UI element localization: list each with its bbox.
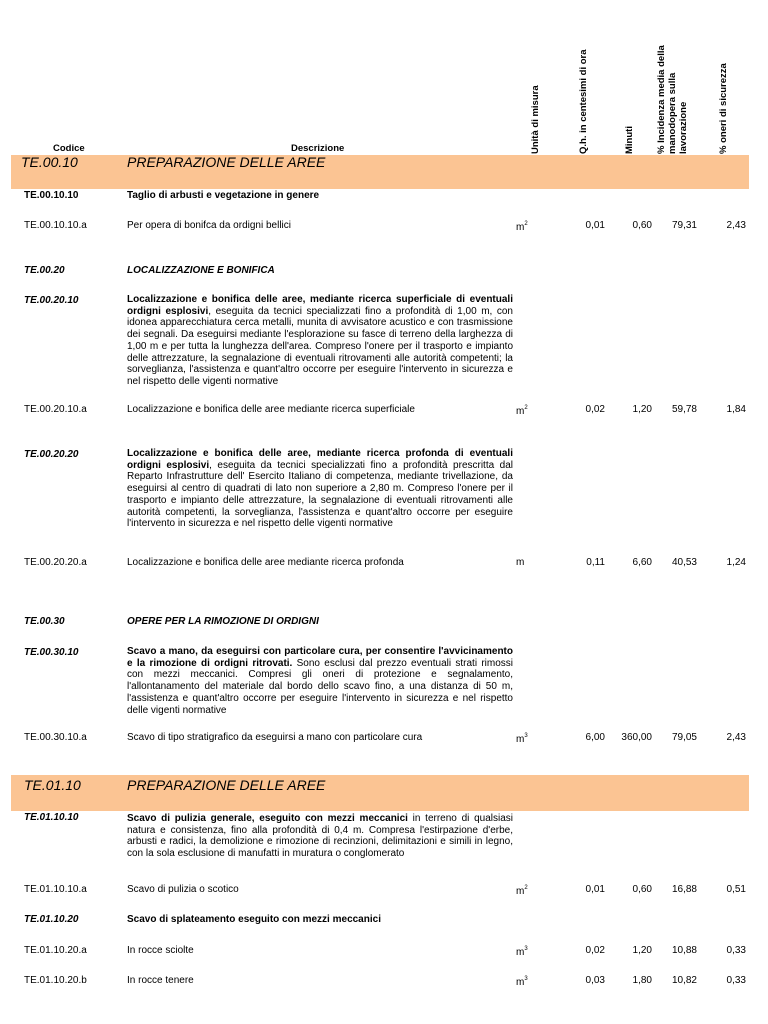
- item-description: In rocce tenere: [127, 975, 194, 986]
- header-unita: Unità di misura: [530, 85, 541, 154]
- description-lead: Localizzazione e bonifica delle aree, mediante ricerca superficiale di eventuali ordigni esplosivi: [127, 294, 513, 317]
- header-minuti: Minuti: [624, 126, 635, 154]
- unit-base: m: [516, 222, 525, 233]
- unit-base: m: [516, 977, 525, 988]
- item-code: TE.00.20.10.a: [24, 404, 87, 415]
- item-long-description: [127, 646, 513, 718]
- section-code: TE.01.10: [24, 777, 81, 793]
- unit-of-measure: [516, 977, 528, 988]
- item-long-description: [127, 448, 513, 537]
- header-oneri: % oneri di sicurezza: [718, 63, 729, 154]
- unit-of-measure: [516, 222, 528, 233]
- item-description: Taglio di arbusti e vegetazione in genere: [127, 190, 320, 201]
- item-code: TE.01.10.20.b: [24, 975, 87, 986]
- item-code: TE.01.10.20: [24, 914, 79, 925]
- item-code: TE.00.10.10: [24, 190, 79, 201]
- section-band: [11, 155, 749, 189]
- item-code: TE.01.10.10.a: [24, 884, 87, 895]
- qh-value: 0,02: [585, 945, 605, 956]
- minutes-value: 1,20: [632, 945, 652, 956]
- item-code: TE.00.30.10: [24, 647, 79, 658]
- item-description: Per opera di bonifca da ordigni bellici: [127, 220, 291, 231]
- safety-cost-value: 2,43: [726, 220, 746, 231]
- qh-value: 6,00: [585, 732, 605, 743]
- description-lead: Localizzazione e bonifica delle aree, mediante ricerca profonda di eventuali ordigni esplosivi: [127, 448, 513, 471]
- description-body: Sono esclusi dal prezzo eventuali strati rimossi con mezzi meccanici. Compresi gli oneri di protezione e segnalamento, l'allontanamento del materiale dal bordo dello scavo fino, a una distanza di 50 m, l'assistenza e quant'altro occorre per eseguire l'intervento in sicurezza e nel rispetto delle vigenti normative: [127, 657, 513, 716]
- unit-base: m: [516, 886, 525, 897]
- unit-of-measure: [516, 734, 528, 745]
- unit-exponent: 2: [524, 221, 528, 227]
- description-body: , eseguita da tecnici specializzati fino a profondità prescritta dal Reparto Infrastrutture dell' Esercito Italiano di competenza, mediante trivellazione, da eseguirsi al centro di quadrati di lato non superiore a 2,80 m. Compreso l'onere per il trasporto e impianto delle attrezzature, la segnalazione di eventuali ritrovamenti alle autorità competenti, la sorveglianza, l'assistenza e quant'altro occorre per eseguire l'intervento in sicurezza e nel rispetto delle vigenti normative: [127, 459, 513, 530]
- subsection-title: OPERE PER LA RIMOZIONE DI ORDIGNI: [127, 616, 319, 627]
- minutes-value: 1,80: [632, 975, 652, 986]
- header-incidenza-line1: % Incidenza media della: [656, 45, 667, 154]
- labor-incidence-value: 79,31: [671, 220, 697, 231]
- item-code: TE.00.20.10: [24, 295, 79, 306]
- header-descrizione: Descrizione: [291, 143, 345, 154]
- unit-of-measure: [516, 557, 524, 568]
- unit-of-measure: [516, 947, 528, 958]
- qh-value: 0,02: [585, 404, 605, 415]
- item-description: Scavo di pulizia o scotico: [127, 884, 239, 895]
- item-long-description: [127, 813, 513, 863]
- header-incidenza-line2: manodopera sulla: [667, 72, 678, 154]
- description-lead: Scavo di pulizia generale, eseguito con mezzi meccanici: [127, 813, 408, 824]
- section-title: PREPARAZIONE DELLE AREE: [127, 154, 326, 170]
- header-incidenza: [656, 45, 689, 154]
- item-code: TE.01.10.20.a: [24, 945, 87, 956]
- unit-base: m: [516, 734, 525, 745]
- section-title: PREPARAZIONE DELLE AREE: [127, 777, 326, 793]
- minutes-value: 6,60: [632, 557, 652, 568]
- minutes-value: 360,00: [621, 732, 652, 743]
- qh-value: 0,01: [585, 884, 605, 895]
- item-code: TE.00.30.10.a: [24, 732, 87, 743]
- labor-incidence-value: 79,05: [671, 732, 697, 743]
- item-code: TE.00.10.10.a: [24, 220, 87, 231]
- unit-base: m: [516, 406, 525, 417]
- item-code: TE.01.10.10: [24, 812, 79, 823]
- labor-incidence-value: 16,88: [671, 884, 697, 895]
- item-code: TE.00.20.20.a: [24, 557, 87, 568]
- safety-cost-value: 0,33: [726, 975, 746, 986]
- item-long-description: [127, 294, 513, 388]
- qh-value: 0,11: [586, 557, 605, 568]
- safety-cost-value: 2,43: [726, 732, 746, 743]
- unit-exponent: 3: [524, 976, 528, 982]
- labor-incidence-value: 59,78: [671, 404, 697, 415]
- header-codice: Codice: [53, 143, 85, 154]
- safety-cost-value: 1,84: [726, 404, 746, 415]
- qh-value: 0,03: [585, 975, 605, 986]
- subsection-code: TE.00.20: [24, 265, 65, 276]
- minutes-value: 1,20: [632, 404, 652, 415]
- unit-exponent: 2: [524, 885, 528, 891]
- description-body: in terreno di qualsiasi natura e consistenza, fino alla profondità di 0,4 m. Compresa l'estirpazione d'erbe, arbusti e radici, la demolizione e rimozione di recinzioni, delimitazioni e simili in legno, con la sola esclusione di manufatti in muratura o conglomerato: [127, 813, 513, 860]
- subsection-title: LOCALIZZAZIONE E BONIFICA: [127, 265, 275, 276]
- unit-base: m: [516, 557, 525, 568]
- unit-base: m: [516, 947, 525, 958]
- item-code: TE.00.20.20: [24, 449, 79, 460]
- item-description: Localizzazione e bonifica delle aree mediante ricerca profonda: [127, 557, 404, 568]
- safety-cost-value: 0,33: [726, 945, 746, 956]
- unit-of-measure: [516, 886, 528, 897]
- qh-value: 0,01: [585, 220, 605, 231]
- unit-exponent: 3: [524, 733, 528, 739]
- labor-incidence-value: 10,82: [671, 975, 697, 986]
- minutes-value: 0,60: [632, 220, 652, 231]
- description-body: , eseguita da tecnici specializzati fino a profondità di 1,00 m, con idonea apparecchiatura cerca metalli, munita di avvisatore acustico e con trasmissione dei segnali. Da eseguirsi mediante l'esplorazione su fasce di terreno della larghezza di 1,00 m e per tutta la lunghezza dell'area. Compreso l'onere per il trasporto e impianto delle attrezzature, la segnalazione di eventuali ritrovamenti alle autorità competenti; la sorveglianza, l'assistenza e quant'altro occorre per eseguire l'intervento in sicurezza e nel rispetto delle vigenti normative: [127, 305, 513, 387]
- section-code: TE.00.10: [21, 154, 78, 170]
- header-incidenza-line3: lavorazione: [678, 101, 689, 154]
- labor-incidence-value: 40,53: [671, 557, 697, 568]
- section-band: [11, 775, 749, 811]
- unit-exponent: 3: [524, 946, 528, 952]
- unit-of-measure: [516, 406, 528, 417]
- safety-cost-value: 1,24: [726, 557, 746, 568]
- minutes-value: 0,60: [632, 884, 652, 895]
- item-description: Scavo di splateamento eseguito con mezzi meccanici: [127, 914, 381, 925]
- description-lead: Scavo a mano, da eseguirsi con particolare cura, per consentire l'avvicinamento e la rimozione di ordigni ritrovati.: [127, 646, 513, 669]
- safety-cost-value: 0,51: [726, 884, 746, 895]
- item-description: Scavo di tipo stratigrafico da eseguirsi a mano con particolare cura: [127, 732, 423, 743]
- header-qh: Q.h. in centesimi di ora: [578, 49, 589, 154]
- subsection-code: TE.00.30: [24, 616, 65, 627]
- item-description: In rocce sciolte: [127, 945, 194, 956]
- labor-incidence-value: 10,88: [671, 945, 697, 956]
- unit-exponent: 2: [524, 405, 528, 411]
- item-description: Localizzazione e bonifica delle aree mediante ricerca superficiale: [127, 404, 415, 415]
